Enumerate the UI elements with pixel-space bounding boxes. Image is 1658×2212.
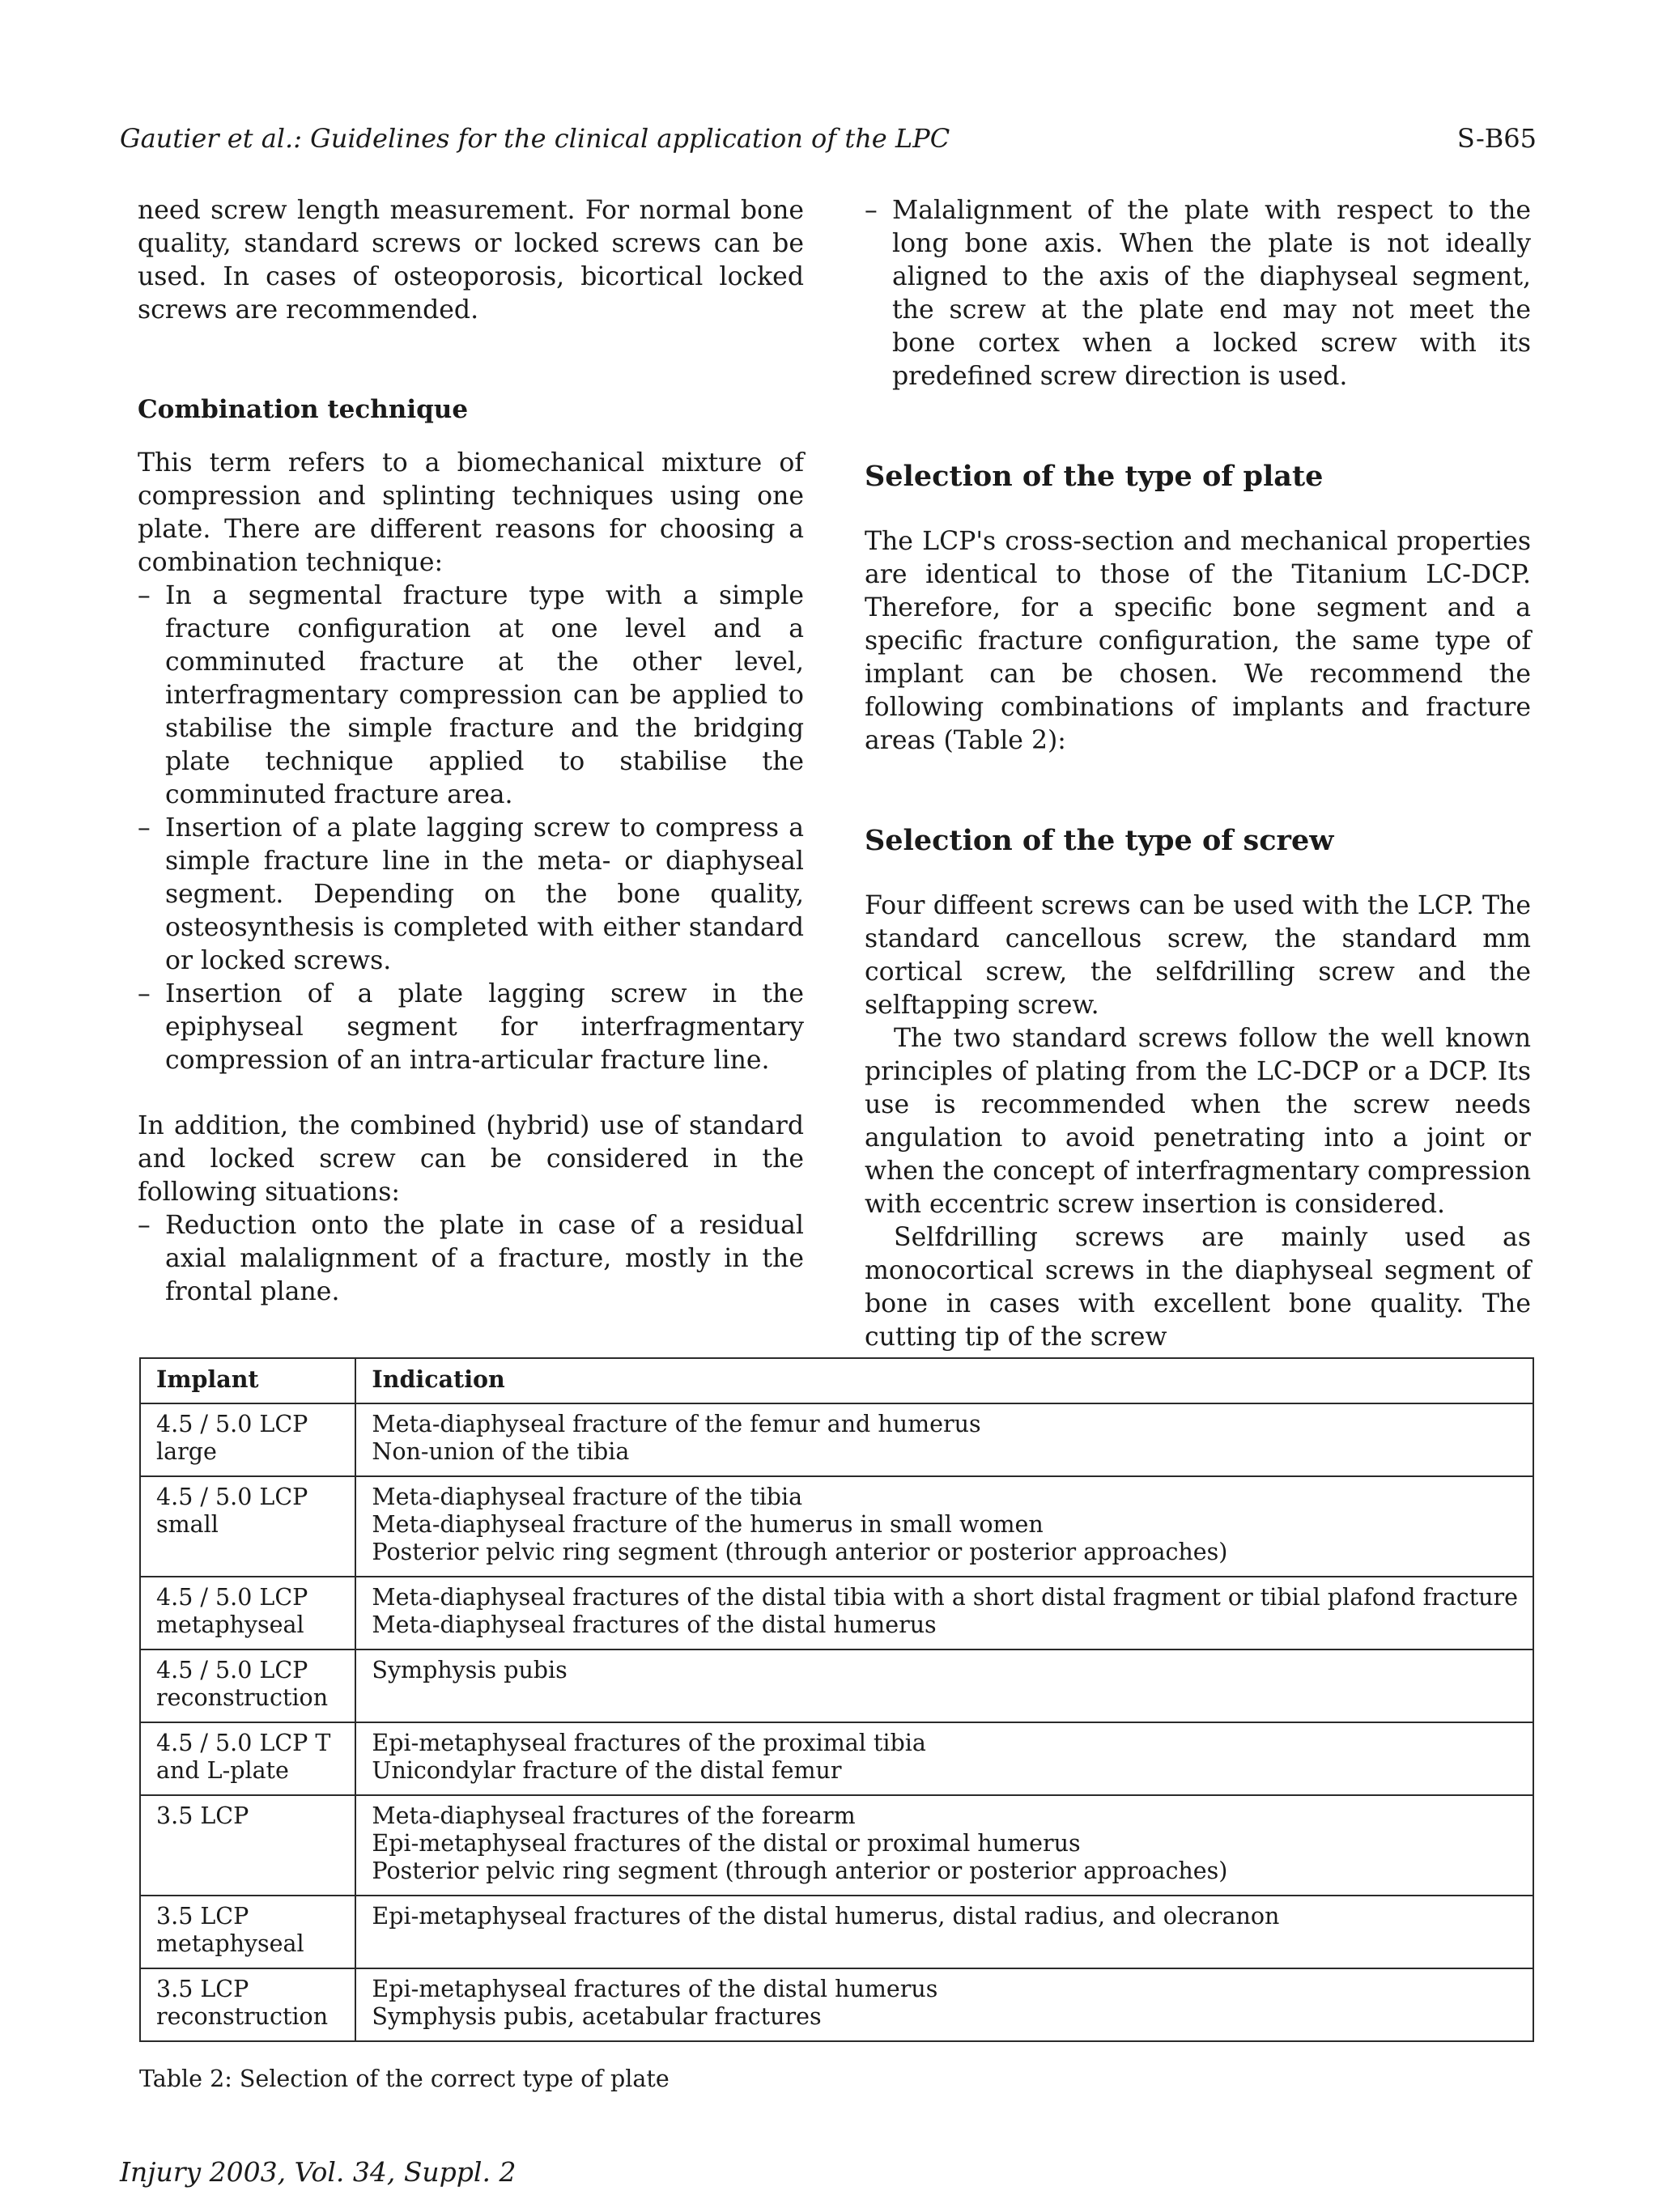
implant-line: 3.5 LCP — [156, 1903, 249, 1930]
implant-cell — [140, 1577, 355, 1649]
hybrid-paragraph: In addition, the combined (hybrid) use of standard and locked screw can be considered in the following situations: — [138, 1111, 804, 1207]
indication-line: Epi-metaphyseal fractures of the distal humerus, distal radius, and olecranon — [372, 1903, 1280, 1930]
indication-cell — [355, 1795, 1533, 1896]
list-item: – Insertion of a plate lagging screw to compress a simple fracture line in the meta- or diaphyseal segment. Depending on the bone quality, osteosynthesis is completed with either standard or locked screws. — [138, 813, 804, 975]
implant-line: 4.5 / 5.0 LCP — [156, 1657, 308, 1683]
indication-line: Epi-metaphyseal fractures of the proximal tibia — [372, 1730, 926, 1756]
table-row — [140, 1649, 1533, 1722]
table-row — [140, 1795, 1533, 1896]
indication-line: Unicondylar fracture of the distal femur — [372, 1757, 842, 1784]
implant-cell — [140, 1795, 355, 1896]
combination-paragraph: This term refers to a biomechanical mixture of compression and splinting techniques using one plate. There are different reasons for choosing a combination technique: — [138, 448, 804, 577]
column-header-implant: Implant — [140, 1358, 355, 1403]
implant-line: 3.5 LCP — [156, 1976, 249, 2002]
journal-citation: Injury 2003, Vol. 34, Suppl. 2 — [120, 2156, 517, 2188]
screw-paragraph: The two standard screws follow the well known principles of plating from the LC-DCP or a DCP. Its use is recommended when the screw needs angulation to avoid penetrating into a joint or when the concept of interfragmentary compression with eccentric screw insertion is considered. — [865, 1024, 1531, 1219]
list-item: – Reduction onto the plate in case of a residual axial malalignment of a fracture, mostly in the frontal plane. — [138, 1211, 804, 1306]
implant-line: metaphyseal — [156, 1611, 304, 1638]
indication-line: Symphysis pubis — [372, 1657, 568, 1683]
table-row — [140, 1722, 1533, 1795]
indication-line: Symphysis pubis, acetabular fractures — [372, 2003, 822, 2030]
implant-line: metaphyseal — [156, 1930, 304, 1957]
table-row — [140, 1476, 1533, 1577]
implant-line: reconstruction — [156, 1684, 329, 1711]
table-row — [140, 1577, 1533, 1649]
hybrid-list-continued — [865, 194, 1531, 393]
indication-cell — [355, 1968, 1533, 2041]
indication-cell — [355, 1403, 1533, 1476]
implant-line: small — [156, 1511, 219, 1538]
right-column — [865, 194, 1531, 1354]
list-item: – Malalignment of the plate with respect to the long bone axis. When the plate is not ideally aligned to the axis of the diaphyseal segment, the screw at the plate end may not meet the bone cortex when a locked screw with its predefined screw direction is used. — [865, 196, 1531, 391]
plate-paragraph: The LCP's cross-section and mechanical properties are identical to those of the Titanium LC-DCP. Therefore, for a specific bone segment and a specific fracture configuration, the same type of implant can be chosen. We recommend the following combinations of implants and fracture areas (Table 2): — [865, 527, 1531, 755]
implant-line: 3.5 LCP — [156, 1802, 249, 1829]
indication-line: Meta-diaphyseal fractures of the forearm — [372, 1802, 856, 1829]
indication-line: Meta-diaphyseal fractures of the distal humerus — [372, 1611, 937, 1638]
list-item: – Insertion of a plate lagging screw in the epiphyseal segment for interfragmentary compression of an intra-articular fracture line. — [138, 979, 804, 1075]
screw-section-heading: Selection of the type of screw — [865, 824, 1334, 857]
intro-paragraph: need screw length measurement. For normal bone quality, standard screws or locked screws can be used. In cases of osteoporosis, bicortical locked screws are recommended. — [138, 196, 804, 325]
indication-line: Epi-metaphyseal fractures of the distal humerus — [372, 1976, 938, 2002]
indication-line: Epi-metaphyseal fractures of the distal or proximal humerus — [372, 1830, 1081, 1857]
plate-section-heading: Selection of the type of plate — [865, 460, 1324, 493]
indication-line: Posterior pelvic ring segment (through anterior or posterior approaches) — [372, 1539, 1228, 1565]
combination-list — [138, 580, 804, 1077]
table-body — [140, 1403, 1533, 2041]
implant-line: 4.5 / 5.0 LCP — [156, 1411, 308, 1437]
indication-cell — [355, 1476, 1533, 1577]
plate-selection-table — [139, 1357, 1534, 2042]
indication-line: Meta-diaphyseal fracture of the humerus in small women — [372, 1511, 1044, 1538]
indication-line: Meta-diaphyseal fractures of the distal tibia with a short distal fragment or tibial plafond fracture — [372, 1584, 1518, 1611]
implant-cell — [140, 1403, 355, 1476]
implant-cell — [140, 1476, 355, 1577]
left-column — [138, 194, 804, 1309]
implant-cell — [140, 1968, 355, 2041]
table-row — [140, 1896, 1533, 1968]
implant-line: 4.5 / 5.0 LCP — [156, 1484, 308, 1510]
indication-line: Non-union of the tibia — [372, 1438, 630, 1465]
table-header-row — [140, 1358, 1533, 1403]
implant-line: 4.5 / 5.0 LCP — [156, 1584, 308, 1611]
list-item: – In a segmental fracture type with a simple fracture configuration at one level and a comminuted fracture at the other level, interfragmentary compression can be applied to stabilise the simple fracture and the bridging plate technique applied to stabilise the comminuted fracture area. — [138, 581, 804, 809]
page-number: S-B65 — [1456, 123, 1537, 154]
running-head — [120, 123, 1537, 163]
implant-cell — [140, 1896, 355, 1968]
table-row — [140, 1403, 1533, 1476]
indication-line: Posterior pelvic ring segment (through anterior or posterior approaches) — [372, 1857, 1228, 1884]
running-title: Gautier et al.: Guidelines for the clinical application of the LPC — [120, 123, 950, 154]
implant-line: large — [156, 1438, 217, 1465]
indication-line: Meta-diaphyseal fracture of the tibia — [372, 1484, 803, 1510]
indication-cell — [355, 1649, 1533, 1722]
implant-cell — [140, 1722, 355, 1795]
hybrid-list — [138, 1209, 804, 1309]
implant-cell — [140, 1649, 355, 1722]
implant-line: and L-plate — [156, 1757, 289, 1784]
implant-line: 4.5 / 5.0 LCP T — [156, 1730, 331, 1756]
indication-cell — [355, 1722, 1533, 1795]
implant-line: reconstruction — [156, 2003, 329, 2030]
indication-line: Meta-diaphyseal fracture of the femur and humerus — [372, 1411, 981, 1437]
combination-heading: Combination technique — [138, 395, 469, 424]
column-header-indication: Indication — [355, 1358, 1533, 1403]
indication-cell — [355, 1577, 1533, 1649]
screw-paragraph: Selfdrilling screws are mainly used as monocortical screws in the diaphyseal segment of bone in cases with excellent bone quality. The cutting tip of the screw — [865, 1223, 1531, 1352]
table-caption: Table 2: Selection of the correct type of plate — [139, 2066, 670, 2092]
screw-paragraph: Four diffeent screws can be used with the LCP. The standard cancellous screw, the standard mm cortical screw, the selfdrilling screw and the selftapping screw. — [865, 891, 1531, 1020]
table-row — [140, 1968, 1533, 2041]
indication-cell — [355, 1896, 1533, 1968]
